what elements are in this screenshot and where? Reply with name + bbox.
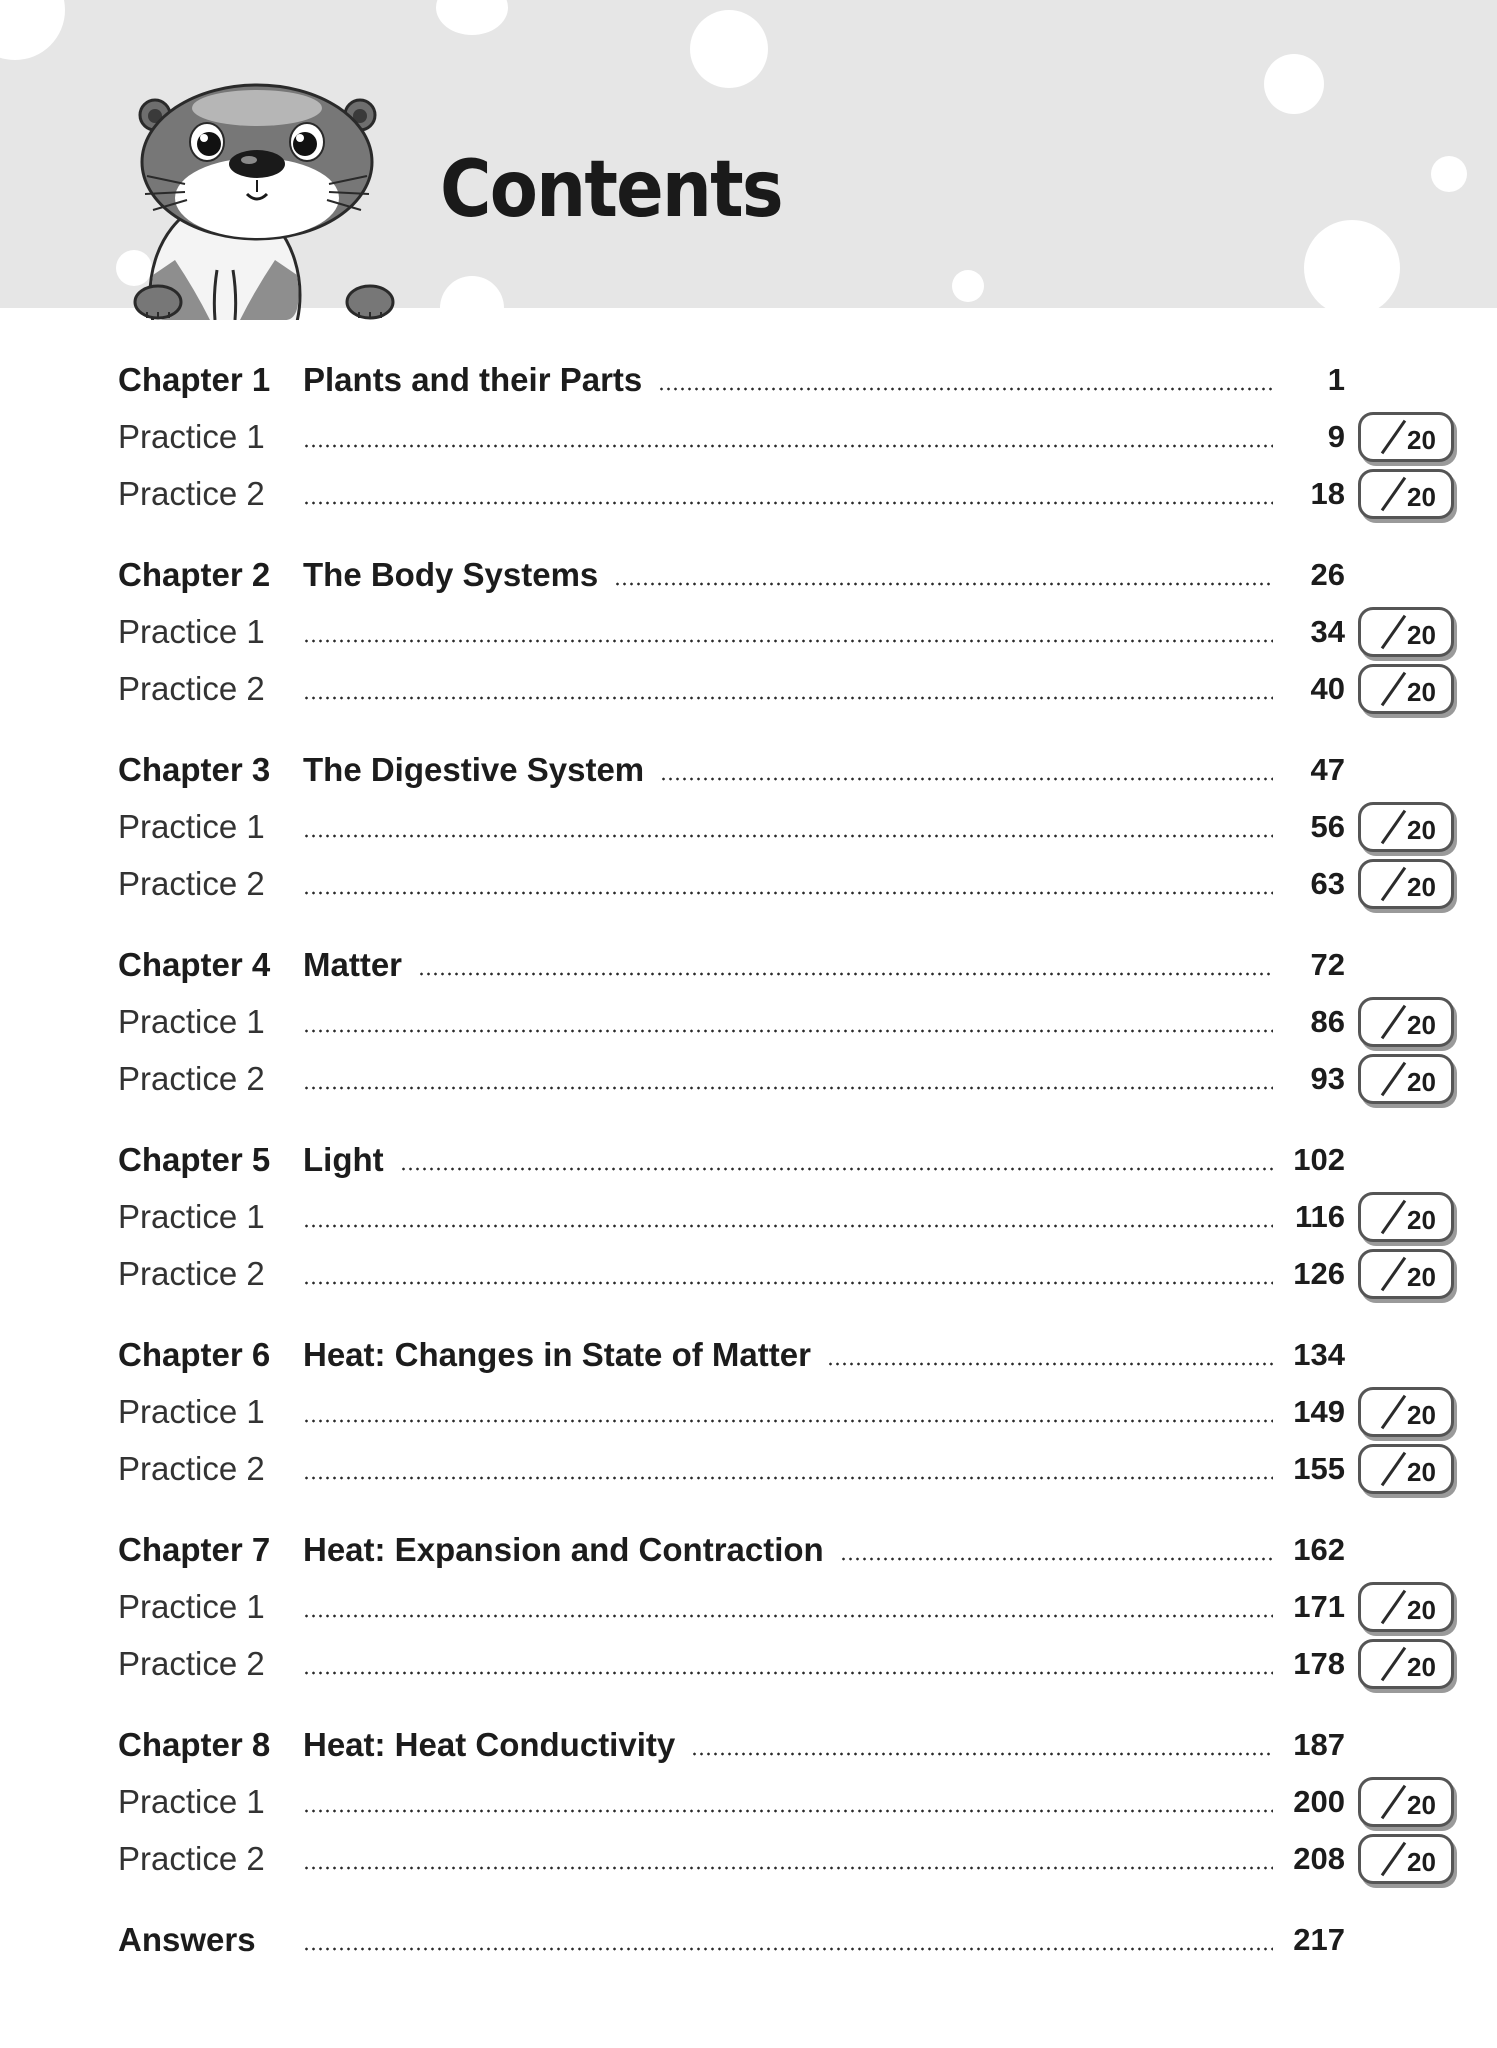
practice-label: Practice 1 <box>118 613 265 650</box>
leader <box>303 1449 1273 1489</box>
decor-bubble <box>1304 220 1400 308</box>
toc-practice-row[interactable] <box>118 994 1436 1051</box>
page-title: Contents <box>440 145 782 235</box>
leader <box>303 1530 1273 1570</box>
score-total: 20 <box>1407 1847 1436 1877</box>
page-number: 155 <box>1293 1451 1345 1486</box>
slash-icon <box>1381 615 1406 649</box>
leader <box>303 807 1273 847</box>
dot-leader <box>400 1167 1273 1171</box>
score-box[interactable] <box>1358 859 1454 909</box>
page-number: 162 <box>1293 1532 1345 1567</box>
leader <box>303 1197 1273 1237</box>
toc-practice-row[interactable] <box>118 1774 1436 1831</box>
chapter-title: Light <box>303 1140 400 1180</box>
dot-leader <box>303 1866 1273 1870</box>
toc-practice-row[interactable] <box>118 661 1436 718</box>
slash-icon <box>1381 1647 1406 1681</box>
page-number: 187 <box>1293 1727 1345 1762</box>
dot-leader <box>840 1557 1273 1561</box>
toc-practice-row[interactable] <box>118 466 1436 523</box>
score-total: 20 <box>1407 1457 1436 1487</box>
chapter-section <box>118 1717 1436 1888</box>
dot-leader <box>418 972 1273 976</box>
toc-practice-row[interactable] <box>118 1051 1436 1108</box>
score-box[interactable] <box>1358 412 1454 462</box>
chapter-title: Plants and their Parts <box>303 360 658 400</box>
chapter-label: Chapter 1 <box>118 361 271 398</box>
chapter-section <box>118 547 1436 718</box>
score-total: 20 <box>1407 1067 1436 1097</box>
score-total: 20 <box>1407 1400 1436 1430</box>
page-number: 26 <box>1310 557 1345 592</box>
page-number: 18 <box>1310 476 1345 511</box>
slash-icon <box>1381 810 1406 844</box>
toc-chapter-row[interactable] <box>118 937 1348 994</box>
dot-leader <box>303 1224 1273 1228</box>
chapter-label: Chapter 8 <box>118 1726 271 1763</box>
chapter-section <box>118 937 1436 1108</box>
slash-icon <box>1381 867 1406 901</box>
leader <box>303 1059 1273 1099</box>
score-total: 20 <box>1407 1262 1436 1292</box>
slash-icon <box>1381 1062 1406 1096</box>
decor-bubble <box>436 0 508 35</box>
score-total: 20 <box>1407 1652 1436 1682</box>
page-number: 40 <box>1310 671 1345 706</box>
page-number: 217 <box>1293 1922 1345 1957</box>
toc-practice-row[interactable] <box>118 1831 1436 1888</box>
page-number: 47 <box>1310 752 1345 787</box>
decor-bubble <box>440 276 504 308</box>
dot-leader <box>303 696 1273 700</box>
practice-label: Practice 2 <box>118 1060 265 1097</box>
leader <box>303 1644 1273 1684</box>
leader <box>303 864 1273 904</box>
otter-mascot-icon <box>125 80 425 320</box>
decor-bubble <box>952 270 984 302</box>
toc-answers-row[interactable] <box>118 1912 1348 1969</box>
page-number: 86 <box>1310 1004 1345 1039</box>
chapter-section <box>118 352 1436 523</box>
chapter-label: Chapter 6 <box>118 1336 271 1373</box>
practice-label: Practice 2 <box>118 1255 265 1292</box>
chapter-title: Heat: Heat Conductivity <box>303 1725 691 1765</box>
leader <box>303 1920 1273 1960</box>
toc-chapter-row[interactable] <box>118 1717 1348 1774</box>
practice-label: Practice 2 <box>118 865 265 902</box>
dot-leader <box>691 1752 1273 1756</box>
dot-leader <box>303 1029 1273 1033</box>
practice-label: Practice 1 <box>118 418 265 455</box>
leader <box>303 1254 1273 1294</box>
leader <box>303 474 1273 514</box>
page-number: 102 <box>1293 1142 1345 1177</box>
slash-icon <box>1381 420 1406 454</box>
toc-practice-row[interactable] <box>118 1384 1436 1441</box>
chapter-label: Chapter 7 <box>118 1531 271 1568</box>
chapter-label: Chapter 5 <box>118 1141 271 1178</box>
slash-icon <box>1381 1590 1406 1624</box>
decor-bubble <box>1431 156 1467 192</box>
toc-chapter-row[interactable] <box>118 1522 1348 1579</box>
score-total: 20 <box>1407 872 1436 902</box>
page-number: 134 <box>1293 1337 1345 1372</box>
chapter-section <box>118 1327 1436 1498</box>
score-box[interactable] <box>1358 1639 1454 1689</box>
page-number: 9 <box>1327 419 1345 454</box>
slash-icon <box>1381 477 1406 511</box>
chapter-title: The Body Systems <box>303 555 614 595</box>
score-total: 20 <box>1407 815 1436 845</box>
chapter-title: Heat: Changes in State of Matter <box>303 1335 827 1375</box>
practice-label: Practice 2 <box>118 1840 265 1877</box>
page-number: 63 <box>1310 866 1345 901</box>
page-number: 171 <box>1293 1589 1345 1624</box>
slash-icon <box>1381 1005 1406 1039</box>
score-total: 20 <box>1407 677 1436 707</box>
score-total: 20 <box>1407 482 1436 512</box>
practice-label: Practice 2 <box>118 670 265 707</box>
chapter-label: Chapter 2 <box>118 556 271 593</box>
score-box[interactable] <box>1358 1777 1454 1827</box>
toc-practice-row[interactable] <box>118 1579 1436 1636</box>
dot-leader <box>303 444 1273 448</box>
toc-chapter-row[interactable] <box>118 352 1348 409</box>
leader <box>303 1002 1273 1042</box>
dot-leader <box>303 1614 1273 1618</box>
practice-label: Practice 1 <box>118 1783 265 1820</box>
page-number: 34 <box>1310 614 1345 649</box>
dot-leader <box>303 1809 1273 1813</box>
chapter-title: Matter <box>303 945 418 985</box>
practice-label: Practice 2 <box>118 475 265 512</box>
dot-leader <box>827 1362 1273 1366</box>
dot-leader <box>303 1419 1273 1423</box>
toc-chapter-row[interactable] <box>118 1327 1348 1384</box>
toc-practice-row[interactable] <box>118 1636 1436 1693</box>
dot-leader <box>303 891 1273 895</box>
toc-practice-row[interactable] <box>118 409 1436 466</box>
dot-leader <box>303 1671 1273 1675</box>
score-box[interactable] <box>1358 1582 1454 1632</box>
dot-leader <box>614 582 1273 586</box>
leader <box>303 555 1273 595</box>
leader <box>303 360 1273 400</box>
toc-chapter-row[interactable] <box>118 1132 1348 1189</box>
page-number: 126 <box>1293 1256 1345 1291</box>
page-number: 178 <box>1293 1646 1345 1681</box>
leader <box>303 1782 1273 1822</box>
score-box[interactable] <box>1358 1054 1454 1104</box>
toc-practice-row[interactable] <box>118 1441 1436 1498</box>
slash-icon <box>1381 1200 1406 1234</box>
score-box[interactable] <box>1358 1249 1454 1299</box>
dot-leader <box>303 834 1273 838</box>
score-total: 20 <box>1407 1790 1436 1820</box>
toc-practice-row[interactable] <box>118 799 1436 856</box>
chapter-section <box>118 742 1436 913</box>
toc-practice-row[interactable] <box>118 1246 1436 1303</box>
slash-icon <box>1381 1452 1406 1486</box>
score-box[interactable] <box>1358 664 1454 714</box>
toc-practice-row[interactable] <box>118 1189 1436 1246</box>
practice-label: Practice 1 <box>118 1588 265 1625</box>
answers-section <box>118 1912 1348 1969</box>
score-box[interactable] <box>1358 469 1454 519</box>
toc-chapter-row[interactable] <box>118 742 1348 799</box>
dot-leader <box>303 1476 1273 1480</box>
practice-label: Practice 1 <box>118 1003 265 1040</box>
page-number: 200 <box>1293 1784 1345 1819</box>
page-number: 93 <box>1310 1061 1345 1096</box>
leader <box>303 1587 1273 1627</box>
score-box[interactable] <box>1358 1192 1454 1242</box>
score-box[interactable] <box>1358 997 1454 1047</box>
decor-bubble <box>0 0 65 60</box>
chapter-label: Chapter 3 <box>118 751 271 788</box>
leader <box>303 1335 1273 1375</box>
chapter-section <box>118 1132 1436 1303</box>
table-of-contents <box>118 352 1436 1993</box>
toc-practice-row[interactable] <box>118 856 1436 913</box>
score-box[interactable] <box>1358 1387 1454 1437</box>
chapter-label: Chapter 4 <box>118 946 271 983</box>
slash-icon <box>1381 672 1406 706</box>
page-number: 1 <box>1327 362 1345 397</box>
chapter-title: Heat: Expansion and Contraction <box>303 1530 840 1570</box>
toc-practice-row[interactable] <box>118 604 1436 661</box>
practice-label: Practice 2 <box>118 1450 265 1487</box>
score-box[interactable] <box>1358 607 1454 657</box>
slash-icon <box>1381 1842 1406 1876</box>
leader <box>303 612 1273 652</box>
chapter-title: The Digestive System <box>303 750 660 790</box>
leader <box>303 945 1273 985</box>
leader <box>303 669 1273 709</box>
slash-icon <box>1381 1257 1406 1291</box>
leader <box>303 1839 1273 1879</box>
dot-leader <box>660 777 1273 781</box>
decor-bubble <box>1264 54 1324 114</box>
practice-label: Practice 1 <box>118 808 265 845</box>
practice-label: Practice 1 <box>118 1198 265 1235</box>
dot-leader <box>658 387 1273 391</box>
score-total: 20 <box>1407 1205 1436 1235</box>
page-number: 72 <box>1310 947 1345 982</box>
decor-bubble <box>690 10 768 88</box>
score-total: 20 <box>1407 1010 1436 1040</box>
dot-leader <box>303 1281 1273 1285</box>
dot-leader <box>303 639 1273 643</box>
page-number: 116 <box>1294 1199 1345 1234</box>
page-number: 149 <box>1293 1394 1345 1429</box>
leader <box>303 417 1273 457</box>
score-box[interactable] <box>1358 1834 1454 1884</box>
score-box[interactable] <box>1358 1444 1454 1494</box>
score-total: 20 <box>1407 1595 1436 1625</box>
page-number: 56 <box>1310 809 1345 844</box>
dot-leader <box>303 1947 1273 1951</box>
dot-leader <box>303 1086 1273 1090</box>
score-total: 20 <box>1407 620 1436 650</box>
dot-leader <box>303 501 1273 505</box>
score-total: 20 <box>1407 425 1436 455</box>
toc-chapter-row[interactable] <box>118 547 1348 604</box>
answers-label: Answers <box>118 1921 256 1958</box>
leader <box>303 1725 1273 1765</box>
slash-icon <box>1381 1785 1406 1819</box>
slash-icon <box>1381 1395 1406 1429</box>
leader <box>303 1392 1273 1432</box>
practice-label: Practice 2 <box>118 1645 265 1682</box>
page-number: 208 <box>1293 1841 1345 1876</box>
practice-label: Practice 1 <box>118 1393 265 1430</box>
leader <box>303 750 1273 790</box>
chapter-section <box>118 1522 1436 1693</box>
score-box[interactable] <box>1358 802 1454 852</box>
leader <box>303 1140 1273 1180</box>
